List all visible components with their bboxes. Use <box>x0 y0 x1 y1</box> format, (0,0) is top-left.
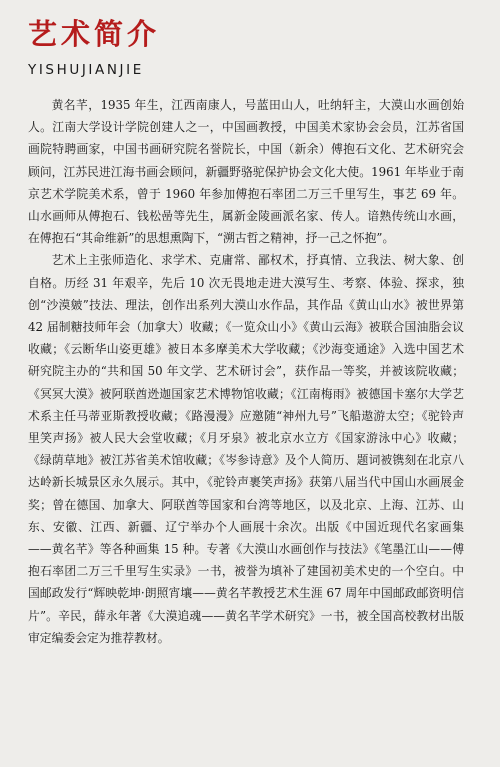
page-title: 艺术简介 <box>28 17 161 51</box>
paragraph-artistic-career: 艺术上主张师造化、求学术、克庸常、鄙权术，抒真情、立我法、树大象、创自格。历经 31 年艰辛，先后 10 次无畏地走进大漠写生、考察、体验、探求，独创“沙漠皴”技法、理法，创作出系列大漠山水作品，其作品《黄山山水》被世界第 42 届制糖技师年会（加拿大）收藏；《一览众山小》《黄山云海》被联合国油脂会议收藏；《云断华山姿更雄》被日本多摩美术大学收藏；《沙海变通途》入选中国艺术研究院主办的“共和国 50 年文学、艺术研讨会”，获作品一等奖，并被该院收藏；《冥冥大漠》被阿联酋迯迦国家艺术博物馆收藏；《江南梅雨》被德国卡塞尔大学艺术系主任马蒂亚斯教授收藏；《路漫漫》应邀随“神州九号”飞船遨游太空；《驼铃声里笑声扬》被人民大会堂收藏；《月牙泉》被北京水立方《国家游泳中心》收藏；《绿荫草地》被江苏省美术馆收藏；《岑参诗意》及个人简历、题词被镌刻在北京八达岭新长城景区永久展示。其中，《驼铃声裹笑声扬》获第八届当代中国山水画展金奖；曾在德国、加拿大、阿联酋等国家和台湾等地区，以及北京、上海、江苏、山东、安徽、江西、新疆、辽宁举办个人画展十余次。出版《中国近现代名家画集——黄名芊》等各种画集 15 种。专著《大漠山水画创作与技法》《笔墨江山——傅抱石率团二万三千里写生实录》一书，被誉为填补了建国初美术史的一个空白。中国邮政发行“辉映乾坤·朗照宵壤——黄名芊教授艺术生涯 67 周年中国邮政邮资明信片”。辛民，薛永年著《大漠追魂——黄名芊学术研究》一书，被全国高校教材出版审定编委会定为推荐教材。 <box>28 253 464 645</box>
article-body <box>28 94 464 649</box>
paragraph-biography: 黄名芊，1935 年生，江西南康人，号蓝田山人，吐纳轩主，大漠山水画创始人。江南大学设计学院创建人之一，中国画教授，中国美术家协会会员，江苏省国画院特聘画家，中国书画研究院名誉院长，中国（新余）傅抱石文化、艺术研究会顾问，江苏民进江海书画会顾问，新疆野骆驼保护协会文化大使。1961 年毕业于南京艺术学院美术系，曾于 1960 年参加傅抱石率团二万三千里写生，事艺 69 年。山水画师从傅抱石、钱松喦等先生，属新金陵画派名家、传人。谙熟传统山水画，在傅抱石“其命维新”的思想熏陶下，“溯古哲之精神，抒一己之怀抱”。 <box>28 98 464 246</box>
page-subtitle: YISHUJIANJIE <box>28 62 144 78</box>
